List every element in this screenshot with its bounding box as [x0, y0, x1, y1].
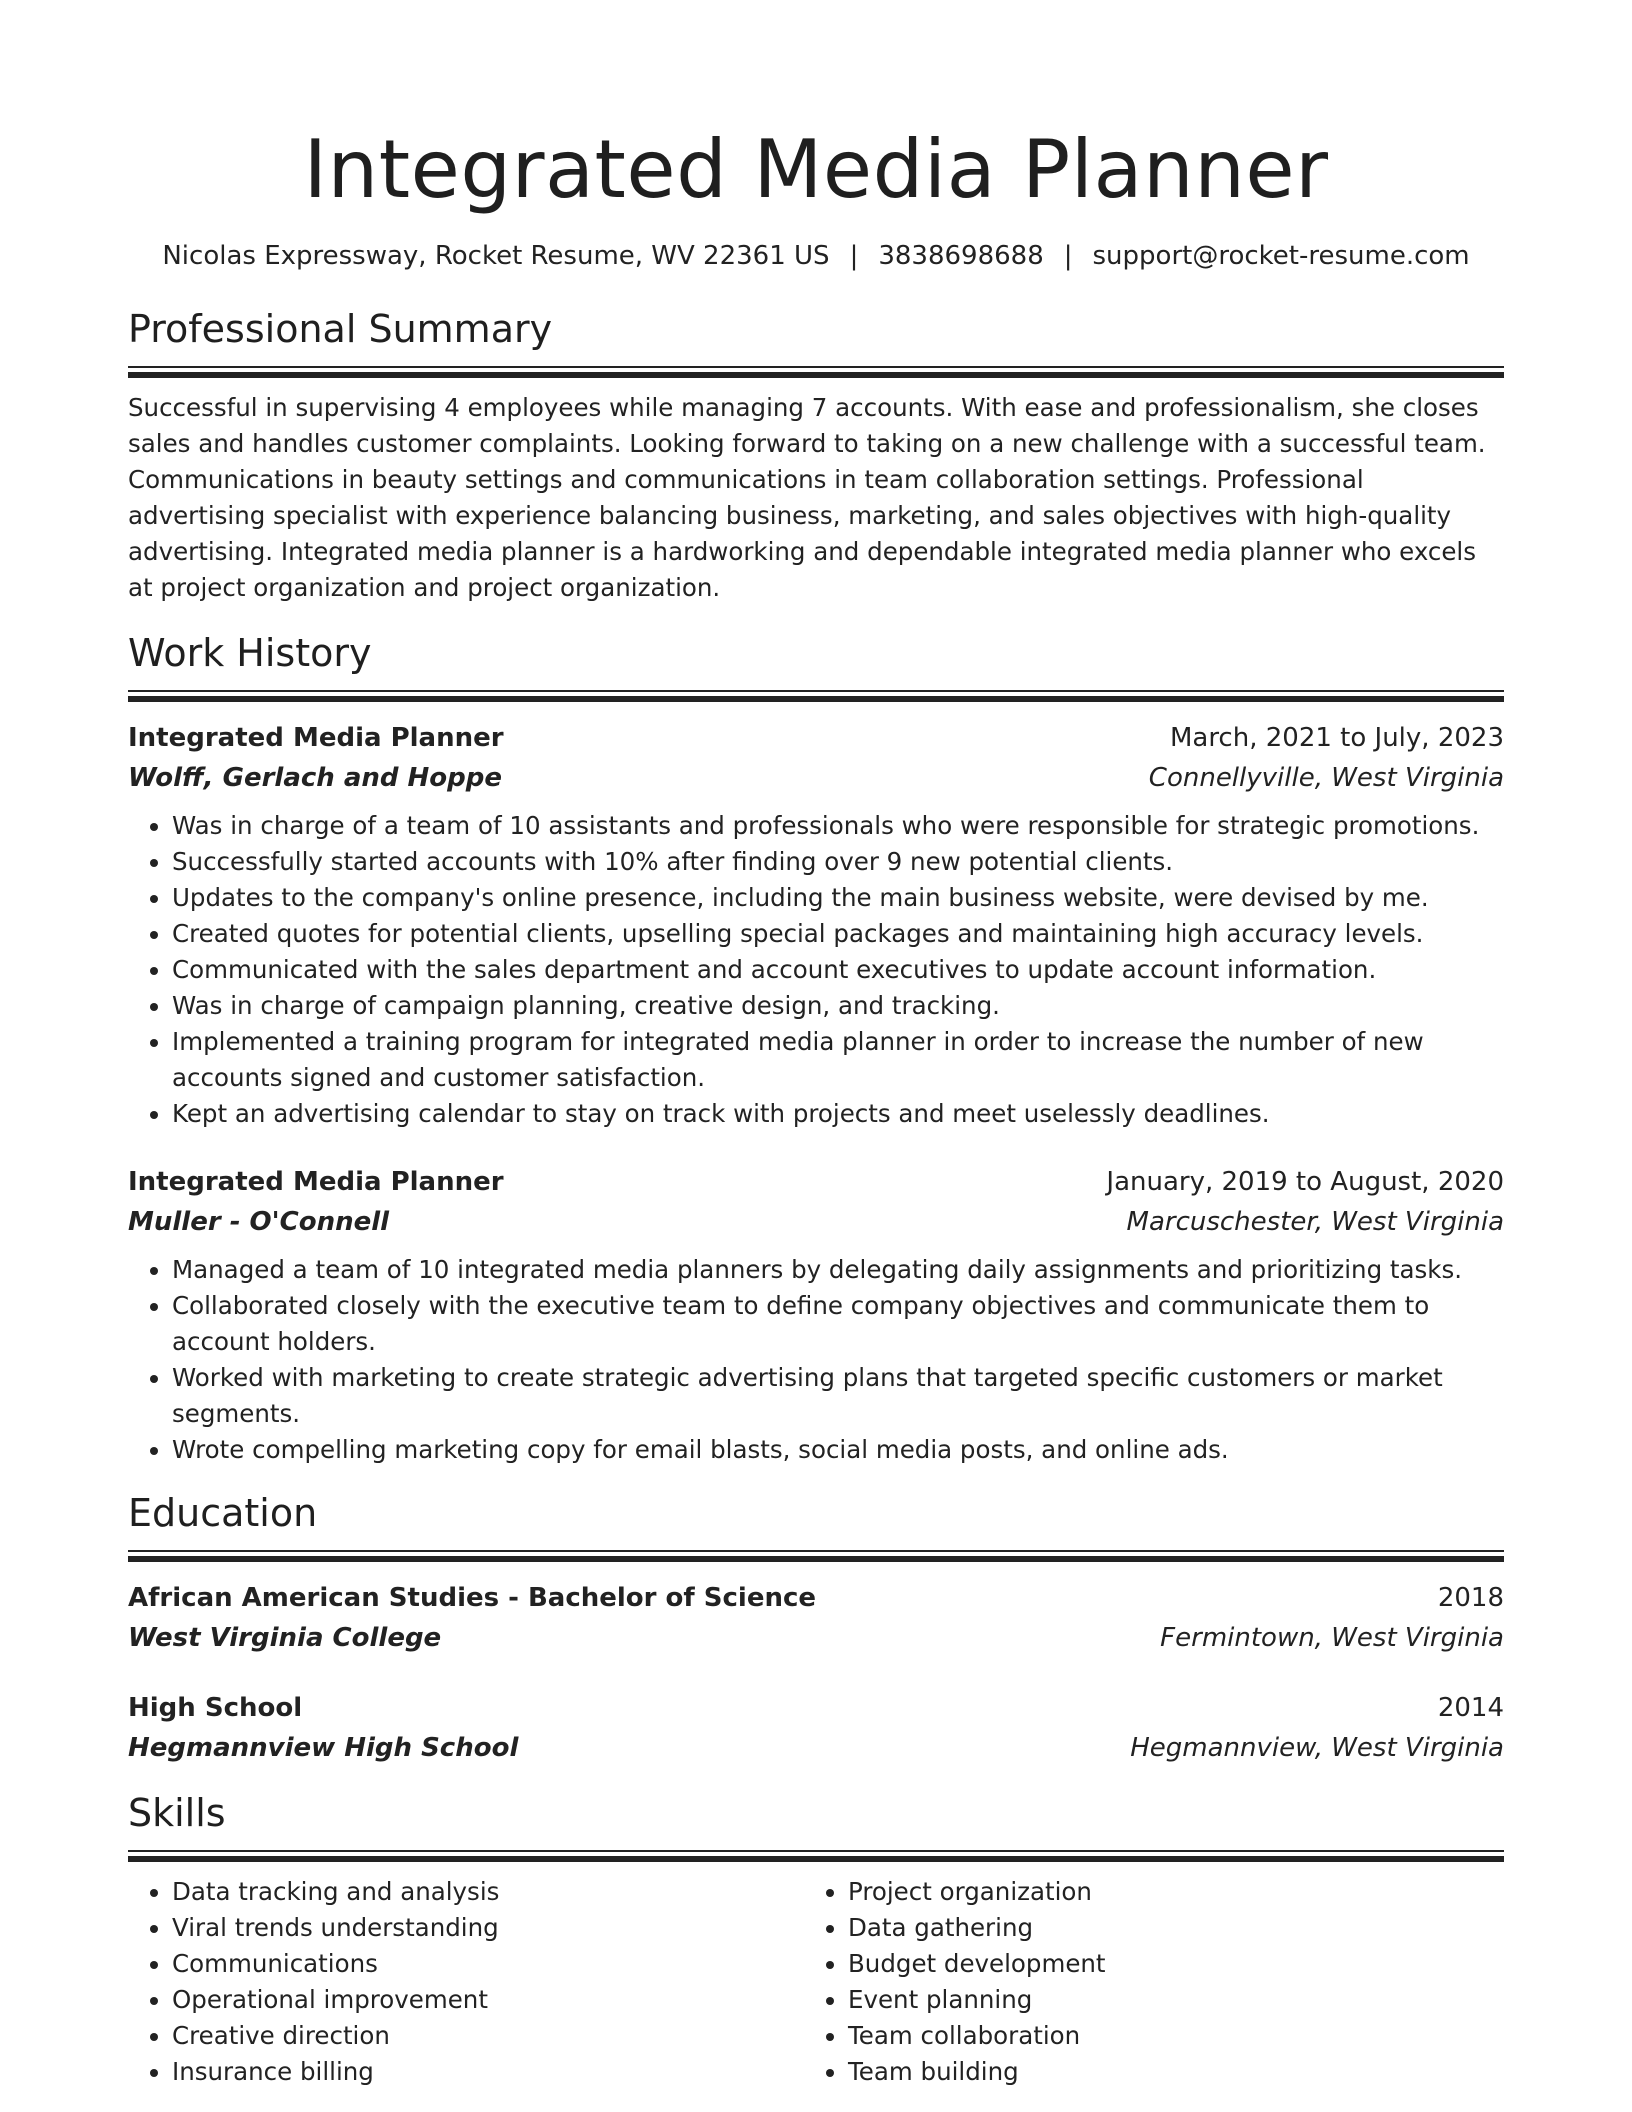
- job-company: Muller - O'Connell: [128, 1207, 390, 1237]
- job-bullet: • Implemented a training program for integrated media planner in order to increase the number of new accounts signed and customer satisfaction.: [172, 1024, 1504, 1096]
- job-entry: [128, 1162, 1504, 1468]
- contact-line: [128, 238, 1504, 274]
- skill-item: • Project organization: [848, 1874, 1480, 1910]
- job-location: Marcuschester, West Virginia: [1126, 1207, 1504, 1237]
- contact-separator: |: [849, 241, 859, 271]
- resume-title: Integrated Media Planner: [303, 123, 1329, 216]
- job-bullet: • Was in charge of campaign planning, creative design, and tracking.: [172, 988, 1504, 1024]
- job-bullet: • Worked with marketing to create strategic advertising plans that targeted specific customers or market segments.: [172, 1360, 1504, 1432]
- education-location: Hegmannview, West Virginia: [1130, 1733, 1504, 1763]
- education-degree: African American Studies - Bachelor of Science: [128, 1583, 817, 1613]
- job-bullets: [128, 808, 1504, 1132]
- summary-text: Successful in supervising 4 employees while managing 7 accounts. With ease and professionalism, she closes sales and handles customer complaints. Looking forward to taking on a new challenge with a successful team. Communications in beauty settings and communications in team collaboration settings. Professional advertising specialist with experience balancing business, marketing, and sales objectives with high-quality advertising. Integrated media planner is a hardworking and dependable integrated media planner who excels at project organization and project organization.: [128, 393, 1486, 602]
- skill-item: • Team collaboration: [848, 2018, 1480, 2054]
- skill-item: • Team building: [848, 2054, 1480, 2090]
- section-divider: [128, 366, 1504, 378]
- job-bullet: • Kept an advertising calendar to stay on track with projects and meet uselessly deadlines.: [172, 1096, 1504, 1132]
- job-bullet: • Collaborated closely with the executive team to define company objectives and communicate them to account holders.: [172, 1288, 1504, 1360]
- education-location: Fermintown, West Virginia: [1160, 1623, 1504, 1653]
- job-entry: [128, 718, 1504, 1132]
- skills-list-right: [804, 1874, 1480, 2090]
- skill-item: • Operational improvement: [172, 1982, 804, 2018]
- skill-item: • Communications: [172, 1946, 804, 1982]
- job-bullet: • Managed a team of 10 integrated media planners by delegating daily assignments and prioritizing tasks.: [172, 1252, 1504, 1288]
- job-dates: March, 2021 to July, 2023: [1169, 723, 1504, 753]
- section-heading: Education: [128, 1491, 318, 1535]
- section-heading: Work History: [128, 631, 372, 675]
- skill-item: • Data tracking and analysis: [172, 1874, 804, 1910]
- job-bullet: • Created quotes for potential clients, upselling special packages and maintaining high accuracy levels.: [172, 916, 1504, 952]
- section-divider: [128, 1850, 1504, 1862]
- section-divider: [128, 1550, 1504, 1562]
- education-year: 2018: [1437, 1583, 1504, 1613]
- skill-item: • Insurance billing: [172, 2054, 804, 2090]
- contact-separator: |: [1063, 241, 1073, 271]
- section-heading: Skills: [128, 1791, 226, 1835]
- skill-item: • Data gathering: [848, 1910, 1480, 1946]
- job-bullets: [128, 1252, 1504, 1468]
- contact-address: Nicolas Expressway, Rocket Resume, WV 22361 US: [162, 241, 830, 271]
- section-divider: [128, 690, 1504, 702]
- skill-item: • Budget development: [848, 1946, 1480, 1982]
- contact-email: support@rocket-resume.com: [1092, 241, 1470, 271]
- summary-section: [128, 304, 1504, 606]
- contact-phone: 3838698688: [878, 241, 1044, 271]
- job-bullet: • Communicated with the sales department and account executives to update account information.: [172, 952, 1504, 988]
- education-entry: [128, 1578, 1504, 1658]
- job-title: Integrated Media Planner: [128, 1167, 504, 1197]
- education-school: West Virginia College: [128, 1623, 442, 1653]
- skill-item: • Creative direction: [172, 2018, 804, 2054]
- section-heading: Professional Summary: [128, 307, 553, 351]
- job-company: Wolff, Gerlach and Hoppe: [128, 763, 503, 793]
- job-dates: January, 2019 to August, 2020: [1106, 1167, 1504, 1197]
- education-school: Hegmannview High School: [128, 1733, 519, 1763]
- job-location: Connellyville, West Virginia: [1148, 763, 1504, 793]
- skills-columns: [128, 1874, 1504, 2090]
- job-bullet: • Successfully started accounts with 10% after finding over 9 new potential clients.: [172, 844, 1504, 880]
- skills-section: [128, 1788, 1504, 2090]
- education-year: 2014: [1437, 1693, 1504, 1723]
- skills-list-left: [128, 1874, 804, 2090]
- education-entry: [128, 1688, 1504, 1768]
- work-history-section: [128, 628, 1504, 1468]
- education-degree: High School: [128, 1693, 303, 1723]
- job-bullet: • Wrote compelling marketing copy for email blasts, social media posts, and online ads.: [172, 1432, 1504, 1468]
- skill-item: • Viral trends understanding: [172, 1910, 804, 1946]
- job-bullet: • Was in charge of a team of 10 assistants and professionals who were responsible for strategic promotions.: [172, 808, 1504, 844]
- job-title: Integrated Media Planner: [128, 723, 504, 753]
- resume-page: [128, 0, 1504, 2090]
- skill-item: • Event planning: [848, 1982, 1480, 2018]
- job-bullet: • Updates to the company's online presence, including the main business website, were devised by me.: [172, 880, 1504, 916]
- education-section: [128, 1488, 1504, 1768]
